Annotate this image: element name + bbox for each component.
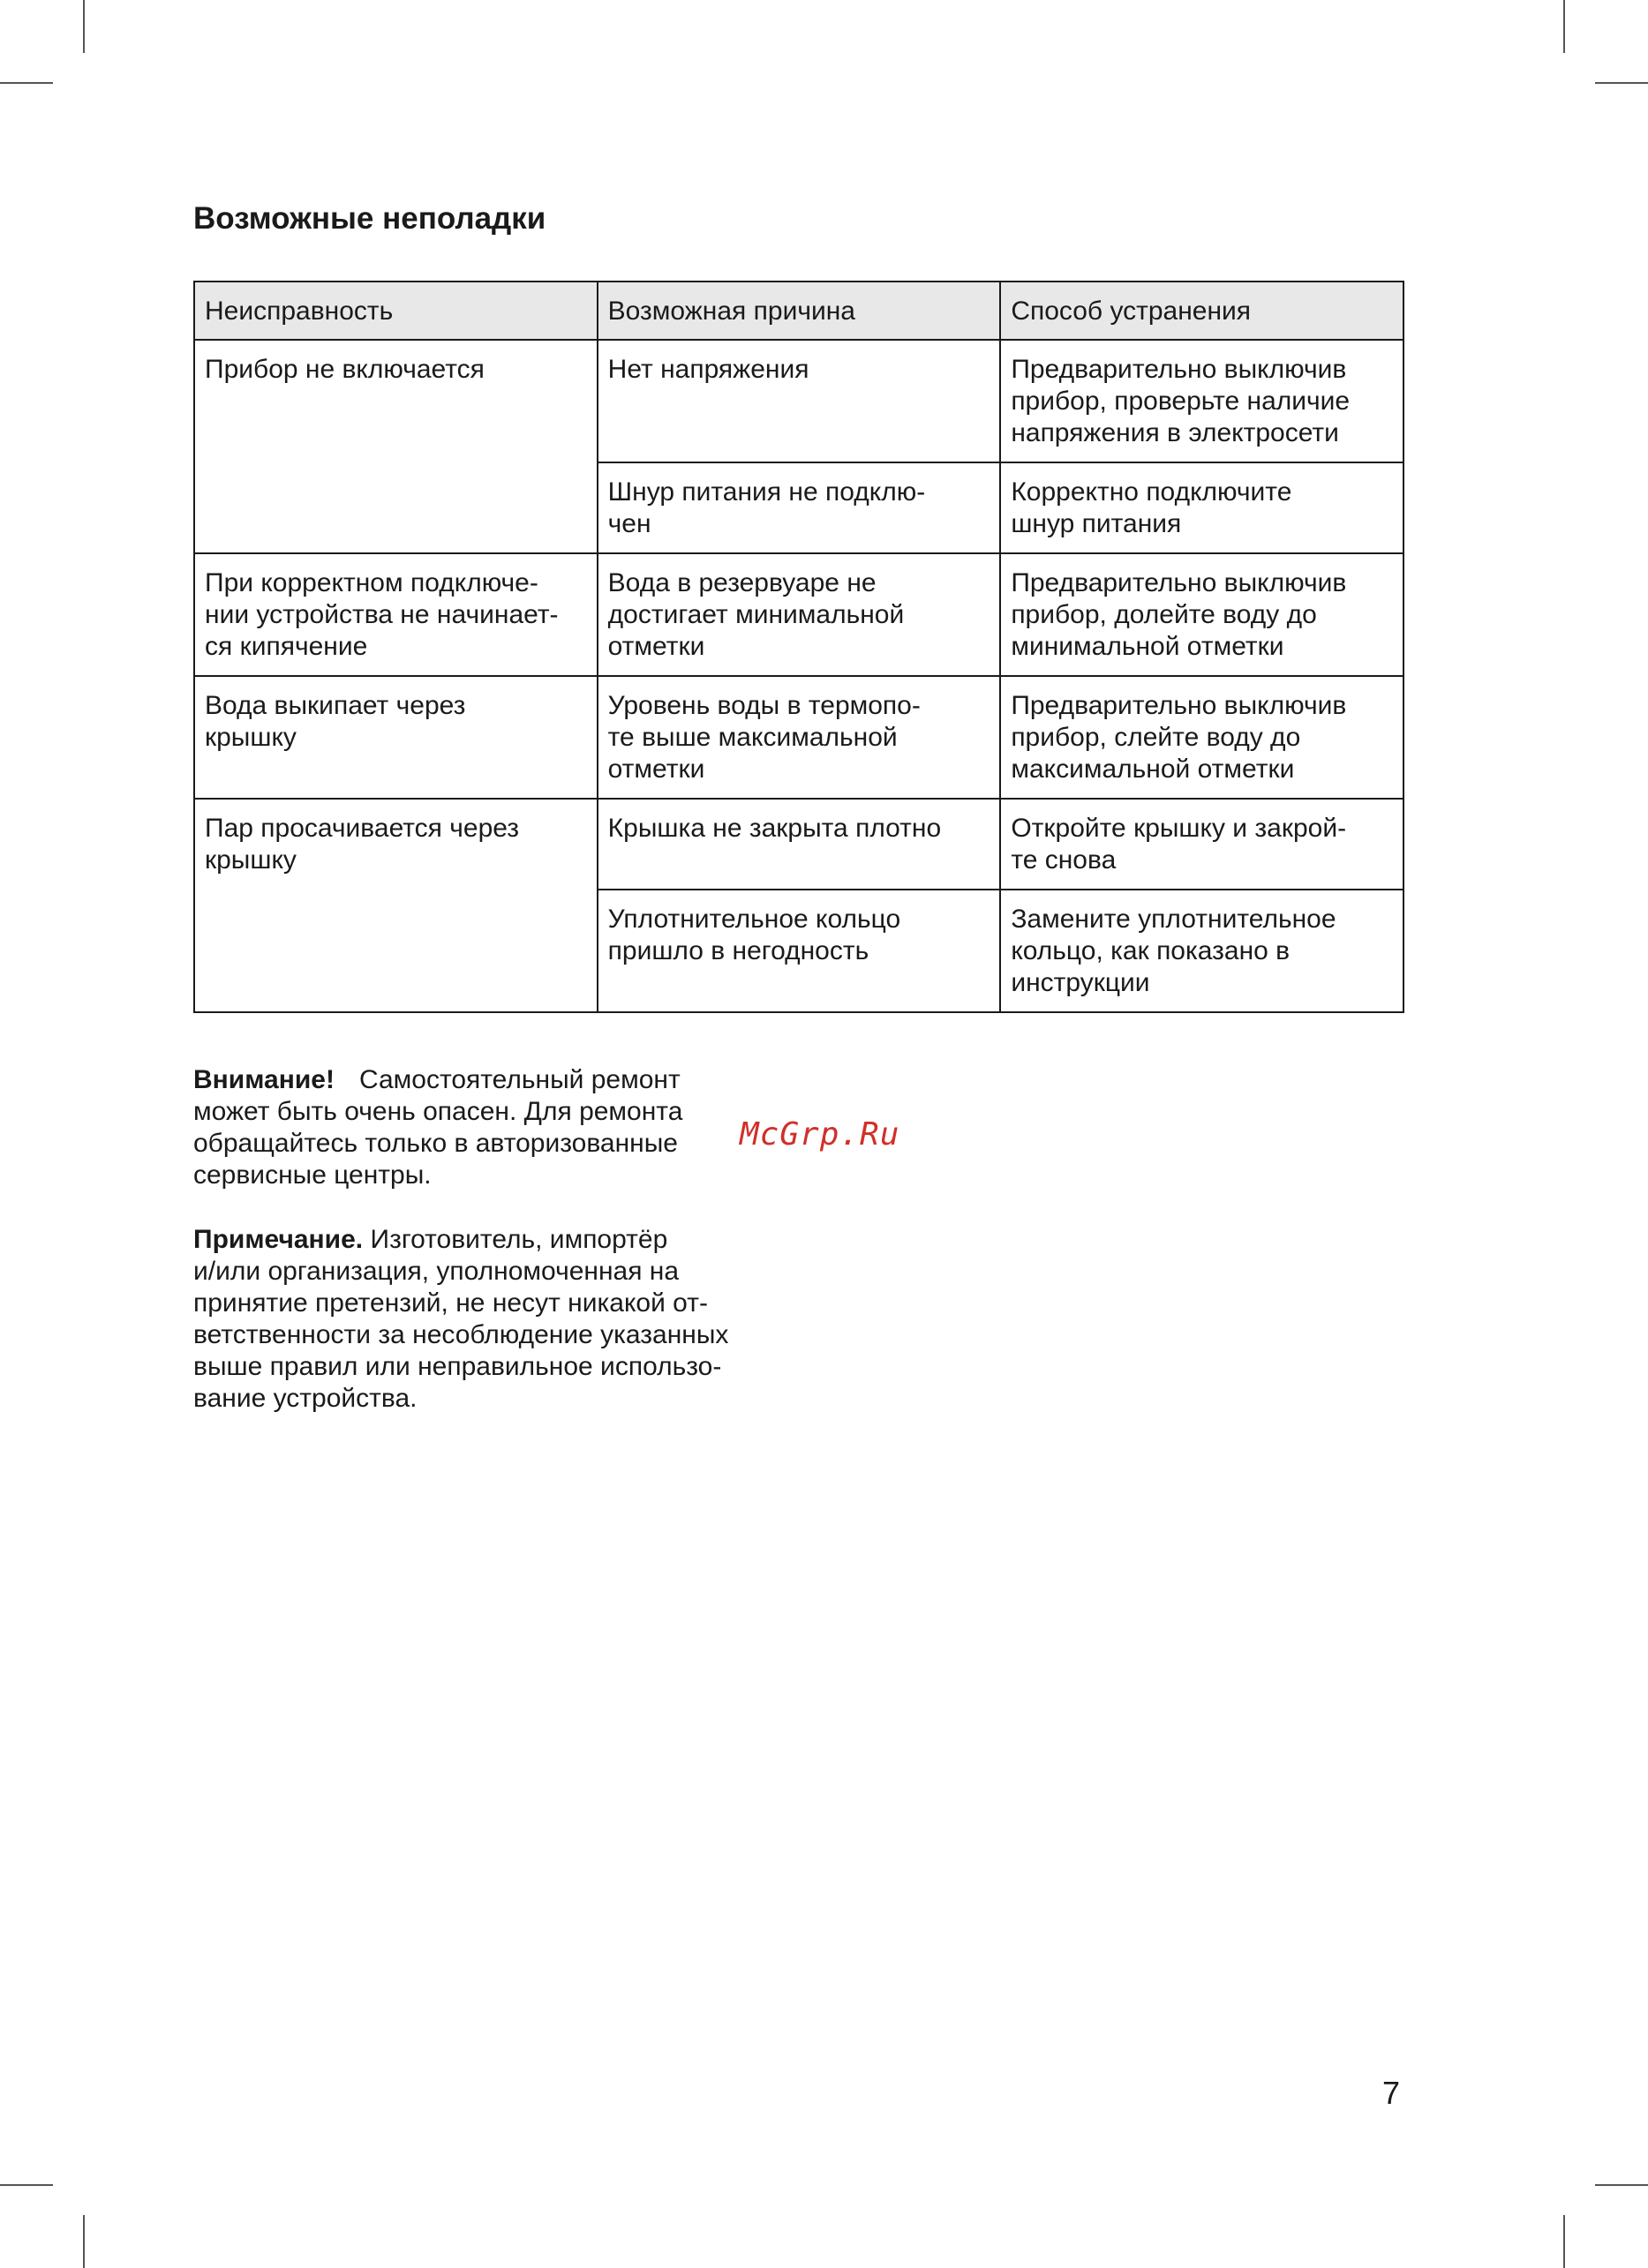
remedy-cell: Корректно подключите шнур питания: [1000, 462, 1403, 553]
table-row: [194, 340, 1403, 462]
warning-label: Внимание!: [193, 1065, 335, 1094]
note-label: Примечание.: [193, 1225, 364, 1254]
remedy-cell: Предварительно выключив прибор, слейте воду до максимальной отметки: [1000, 676, 1403, 799]
warning-text: Самостоятельный ремонт может быть очень опасен. Для ремонта обращайтесь только в авторизованные сервисные центры.: [193, 1065, 683, 1190]
fault-cell: При корректном подключе- нии устройства не начинает- ся кипячение: [194, 553, 598, 676]
crop-mark-top-left-horizontal: [0, 82, 53, 84]
crop-mark-top-right-horizontal: [1595, 82, 1648, 84]
fault-cell: Пар просачивается через крышку: [194, 799, 598, 1012]
remedy-cell: Предварительно выключив прибор, долейте воду до минимальной отметки: [1000, 553, 1403, 676]
cause-cell: Уплотнительное кольцо пришло в негодность: [598, 890, 1001, 1012]
table-row: [194, 676, 1403, 799]
cause-cell: Нет напряжения: [598, 340, 1001, 462]
header-fault: Неисправность: [194, 282, 598, 340]
crop-mark-bottom-left-horizontal: [0, 2184, 53, 2186]
header-cause: Возможная причина: [598, 282, 1001, 340]
table-header-row: [194, 282, 1403, 340]
watermark-logo: McGrp.Ru: [740, 1116, 900, 1153]
cause-cell: Вода в резервуаре не достигает минимальной отметки: [598, 553, 1001, 676]
page-number: 7: [1382, 2075, 1401, 2111]
fault-cell: Прибор не включается: [194, 340, 598, 553]
troubleshooting-table: [193, 281, 1404, 1013]
table-row: [194, 799, 1403, 890]
crop-mark-bottom-left-vertical: [83, 2215, 85, 2268]
crop-mark-bottom-right-horizontal: [1595, 2184, 1648, 2186]
crop-mark-top-right-vertical: [1563, 0, 1565, 53]
warning-paragraph: [193, 1064, 794, 1191]
crop-mark-top-left-vertical: [83, 0, 85, 53]
table-row: [194, 553, 1403, 676]
cause-cell: Шнур питания не подклю- чен: [598, 462, 1001, 553]
header-remedy: Способ устранения: [1000, 282, 1403, 340]
remedy-cell: Откройте крышку и закрой- те снова: [1000, 799, 1403, 890]
cause-cell: Уровень воды в термопо- те выше максимальной отметки: [598, 676, 1001, 799]
note-paragraph: [193, 1224, 794, 1415]
note-text: Изготовитель, импортёр и/или организация, уполномоченная на принятие претензий, не несут никакой от- ветственности за несоблюдение указанных выше правил или неправильное использо- вание устройства.: [193, 1225, 729, 1413]
fault-cell: Вода выкипает через крышку: [194, 676, 598, 799]
section-title: Возможные неполадки: [193, 201, 546, 236]
cause-cell: Крышка не закрыта плотно: [598, 799, 1001, 890]
remedy-cell: Замените уплотнительное кольцо, как показано в инструкции: [1000, 890, 1403, 1012]
remedy-cell: Предварительно выключив прибор, проверьте наличие напряжения в электросети: [1000, 340, 1403, 462]
crop-mark-bottom-right-vertical: [1563, 2215, 1565, 2268]
